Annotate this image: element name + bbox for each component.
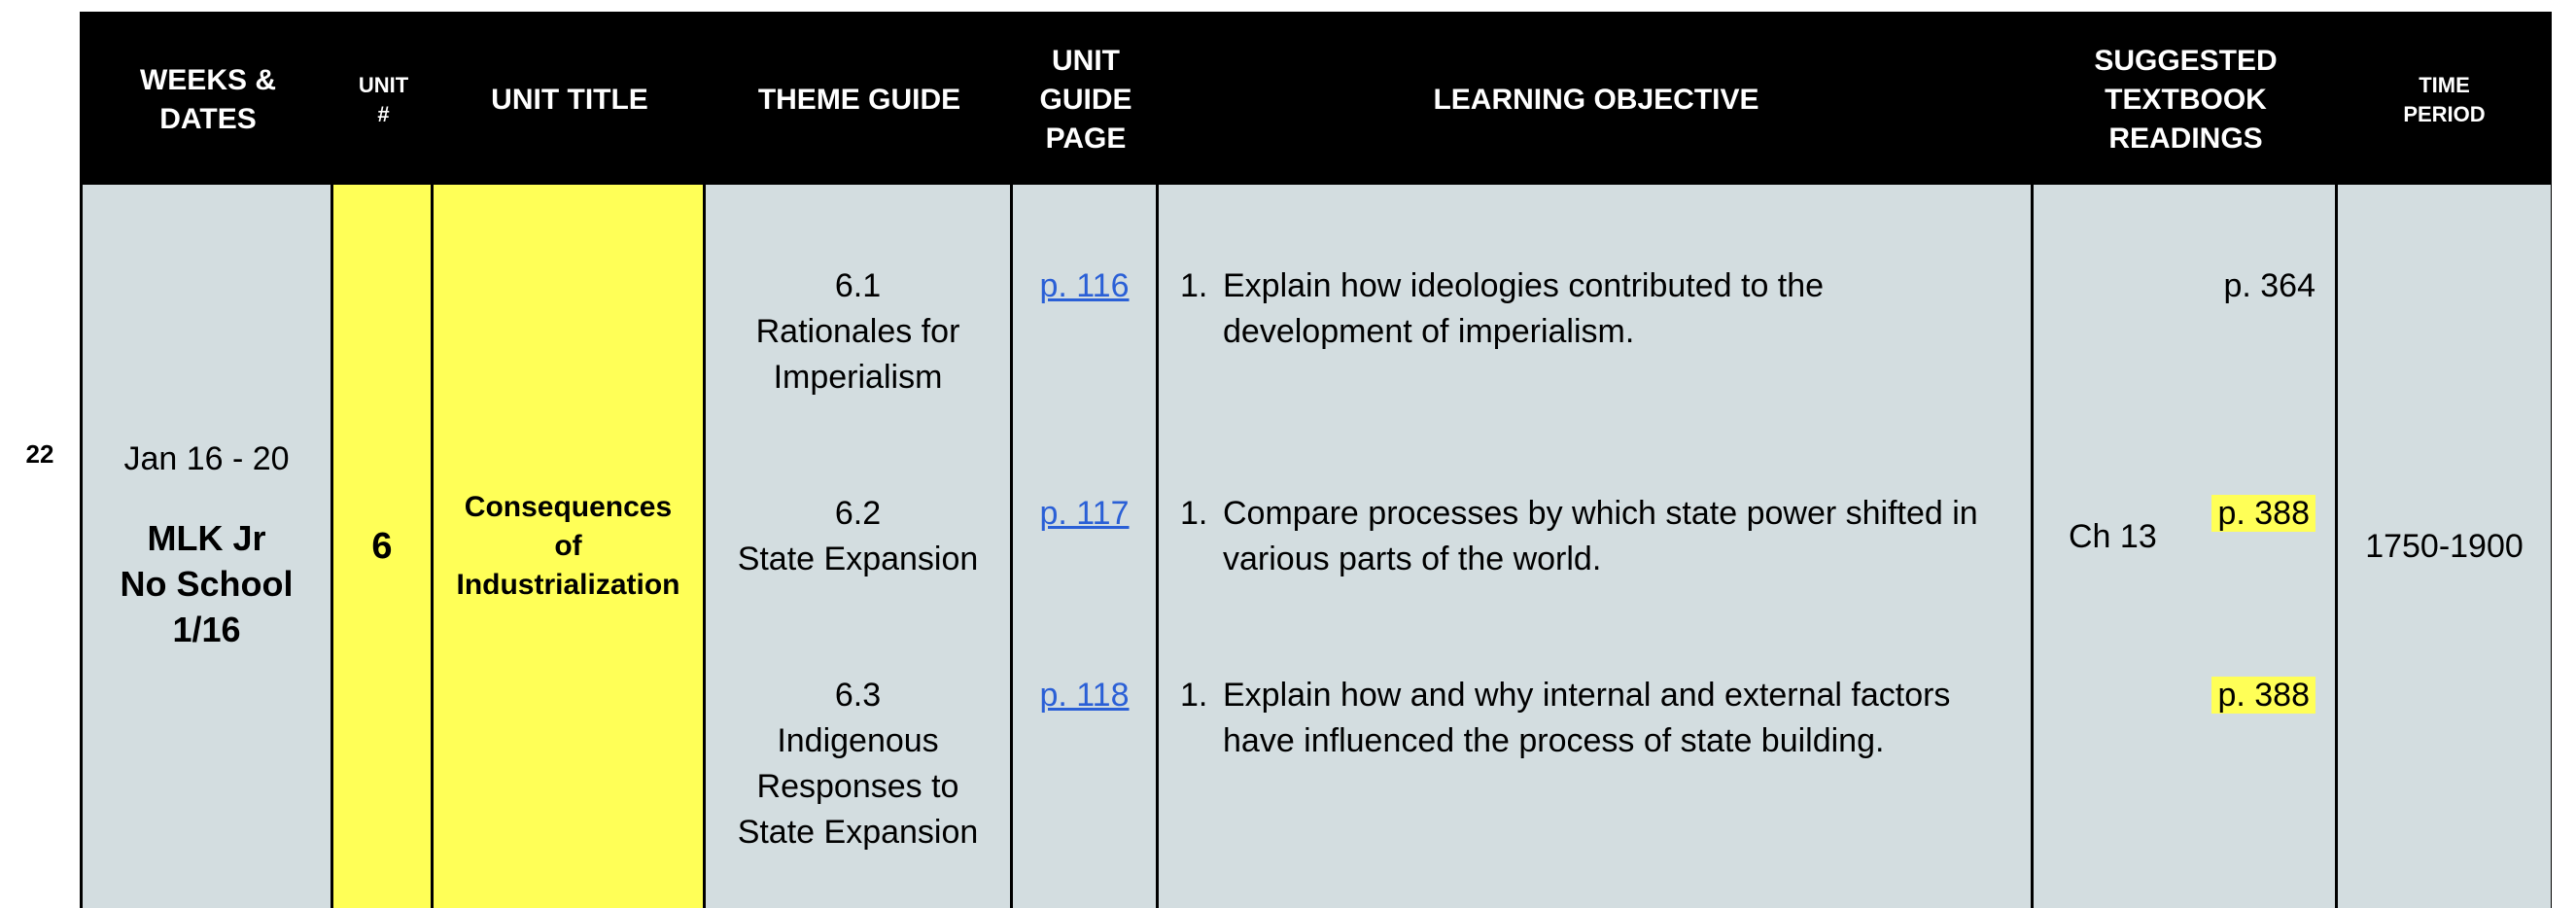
table-header <box>83 15 2549 185</box>
cell-unit-title[interactable] <box>434 185 706 908</box>
cell-unit-guide-page[interactable] <box>1013 185 1159 908</box>
time-period: 1750-1900 <box>2365 527 2524 565</box>
cell-unit-number[interactable] <box>333 185 434 908</box>
reading-page-1: p. 364 <box>2223 267 2315 304</box>
objective-text: Compare processes by which state power shifted in various parts of the world. <box>1223 495 1978 577</box>
objective-text: Explain how and why internal and external factors have influenced the process of state building. <box>1223 677 1951 759</box>
chapter-label: Ch 13 <box>2069 518 2157 555</box>
header-unit-title: UNIT TITLE <box>491 83 648 116</box>
holiday-note: MLK Jr No School 1/16 <box>120 518 294 649</box>
objective-number: 1. <box>1180 677 1208 714</box>
theme-6-3: 6.3 Indigenous Responses to State Expansion <box>737 677 979 851</box>
objective-1 <box>1180 263 2011 355</box>
header-suggested-readings: SUGGESTED TEXTBOOK READINGS <box>2094 44 2278 155</box>
table-row <box>83 185 2549 908</box>
objective-number: 1. <box>1180 267 1208 304</box>
cell-suggested-readings[interactable] <box>2034 185 2338 908</box>
guide-page-link-118[interactable]: p. 118 <box>1039 677 1130 714</box>
header-time-period: TIME PERIOD <box>2403 72 2486 126</box>
reading-highlight: p. 388 <box>2211 677 2315 714</box>
objective-number: 1. <box>1180 495 1208 532</box>
objective-2 <box>1180 491 2011 582</box>
objective-3 <box>1180 673 2011 764</box>
theme-6-2: 6.2 State Expansion <box>737 495 979 577</box>
cell-learning-objective[interactable] <box>1159 185 2034 908</box>
header-unit-number: UNIT # <box>358 72 409 126</box>
cell-weeks-dates[interactable] <box>83 185 333 908</box>
unit-number: 6 <box>371 525 393 567</box>
week-dates: Jan 16 - 20 <box>123 440 290 477</box>
reading-highlight: p. 388 <box>2211 495 2315 532</box>
guide-page-link-116[interactable]: p. 116 <box>1039 267 1130 304</box>
reading-page-3 <box>2211 673 2315 718</box>
theme-6-1: 6.1 Rationales for Imperialism <box>755 267 960 396</box>
header-theme-guide: THEME GUIDE <box>757 83 961 116</box>
cell-time-period[interactable] <box>2338 185 2551 908</box>
header-unit-guide-page: UNIT GUIDE PAGE <box>1039 44 1132 155</box>
guide-page-link-117[interactable]: p. 117 <box>1039 495 1130 532</box>
row-number: 22 <box>25 438 54 469</box>
header-weeks-dates: WEEKS & DATES <box>139 63 276 135</box>
cell-theme-guide[interactable] <box>706 185 1013 908</box>
reading-page-2 <box>2211 491 2315 537</box>
header-learning-objective: LEARNING OBJECTIVE <box>1433 83 1759 116</box>
unit-title: Consequences of Industrialization <box>456 491 680 601</box>
objective-text: Explain how ideologies contributed to the development of imperialism. <box>1223 267 1825 350</box>
schedule-table <box>80 12 2552 908</box>
